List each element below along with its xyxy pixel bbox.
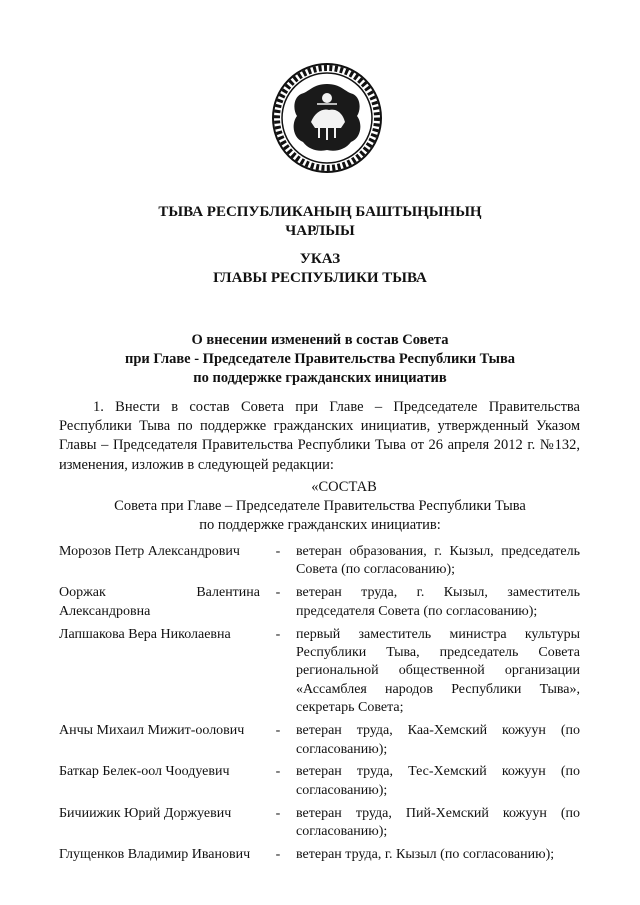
member-name: Баткар Белек-оол Чоодуевич	[59, 764, 230, 780]
emblem-icon	[271, 62, 383, 174]
member-dash: -	[275, 544, 281, 559]
member-role: ветеран труда, г. Кызыл (по согласованию);	[296, 847, 555, 863]
member-row	[59, 584, 580, 621]
decree-line-1: УКАЗ	[299, 251, 341, 267]
member-name: Глущенков Владимир Иванович	[59, 847, 251, 863]
member-row	[59, 805, 580, 842]
decree-heading	[0, 250, 640, 288]
subject-heading	[0, 331, 640, 388]
paragraph-1: 1. Внести в состав Совета при Главе – Председателе Правительства Республики Тыва по поддержке гражданских инициатив, утвержденный Указом Главы – Председателя Правительства Республики Тыва от 26 апреля 2012 г. №132, изменения, изложив в следующей редакции:	[59, 399, 580, 473]
composition-heading	[0, 478, 640, 535]
decree-line-2: ГЛАВЫ РЕСПУБЛИКИ ТЫВА	[213, 270, 427, 286]
title-line-2: ЧАРЛЫЫ	[285, 223, 355, 239]
member-dash: -	[275, 585, 281, 601]
member-row	[59, 543, 580, 580]
member-role: первый заместитель министра культуры Республики Тыва, председатель Совета региональной общественной организации «Ассамблея народов Республики Тыва», секретарь Совета;	[296, 626, 580, 716]
member-row	[59, 722, 580, 759]
member-dash: -	[275, 847, 281, 863]
member-role: ветеран труда, Тес-Хемский кожуун (по согласованию);	[296, 764, 580, 798]
member-dash: -	[275, 626, 281, 642]
member-name: Бичиижик Юрий Доржуевич	[59, 805, 232, 821]
title-line-1: ТЫВА РЕСПУБЛИКАНЫҢ БАШТЫҢЫНЫҢ	[158, 204, 482, 220]
member-role: ветеран труда, г. Кызыл, заместитель председателя Совета (по согласованию);	[296, 585, 580, 619]
subject-line-3: по поддержке гражданских инициатив	[193, 370, 447, 386]
member-name: Анчы Михаил Мижит-оолович	[59, 723, 245, 739]
subject-line-2: при Главе - Председателе Правительства Республики Тыва	[124, 351, 516, 367]
member-dash: -	[275, 723, 281, 739]
member-row	[59, 846, 580, 864]
member-role: ветеран труда, Каа-Хемский кожуун (по согласованию);	[296, 723, 580, 757]
member-row	[59, 626, 580, 718]
members-list	[59, 543, 580, 869]
composition-title-2: Совета при Главе – Председателе Правительства Республики Тыва	[114, 498, 526, 514]
member-name: Ооржак Валентина Александровна	[59, 585, 260, 619]
member-dash: -	[275, 764, 281, 780]
member-row	[59, 763, 580, 800]
member-role: ветеран образования, г. Кызыл, председатель Совета (по согласованию);	[296, 544, 580, 578]
composition-title-1: «СОСТАВ	[311, 479, 377, 495]
composition-title-3: по поддержке гражданских инициатив:	[199, 517, 441, 533]
title-block	[0, 203, 640, 241]
member-name: Морозов Петр Александрович	[59, 544, 240, 559]
member-dash: -	[275, 805, 281, 821]
subject-line-1: О внесении изменений в состав Совета	[191, 332, 449, 348]
member-role: ветеран труда, Пий-Хемский кожуун (по согласованию);	[296, 805, 580, 840]
member-name: Лапшакова Вера Николаевна	[59, 626, 231, 642]
